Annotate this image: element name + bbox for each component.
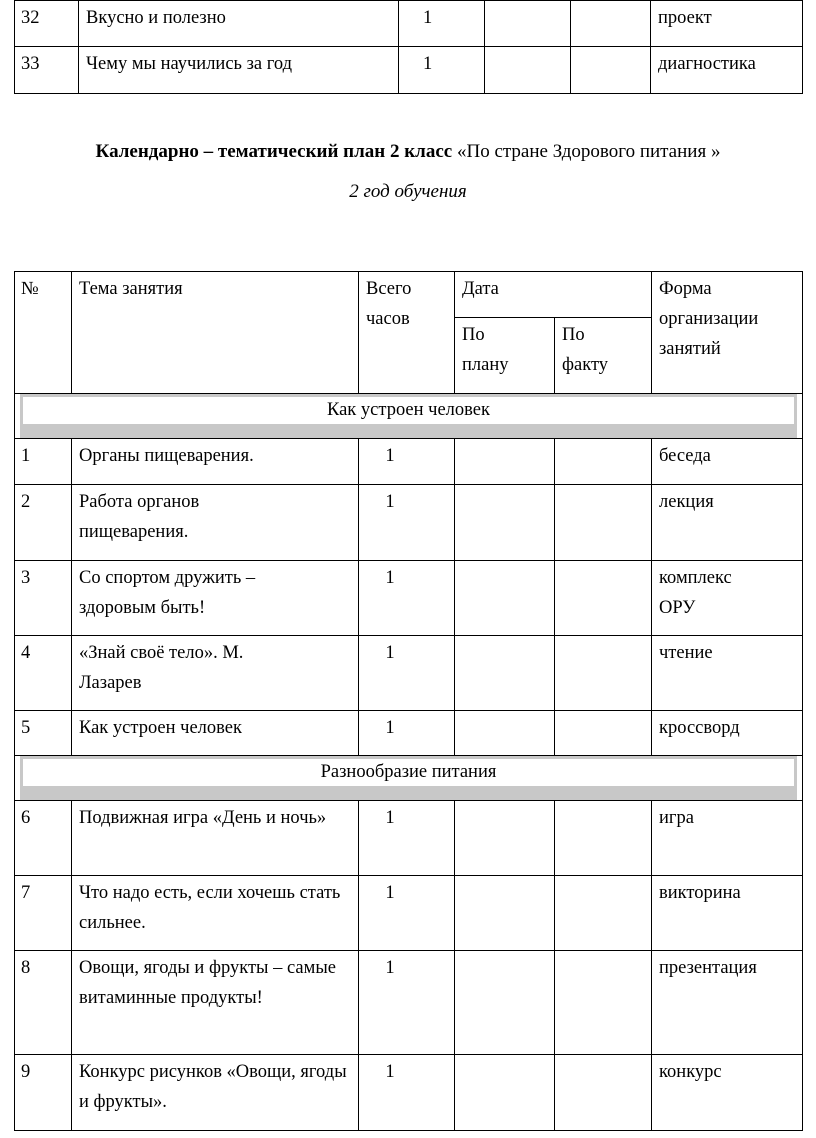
- row-topic: Органы пищеварения.: [72, 439, 359, 485]
- row-form: комплекс ОРУ: [652, 561, 803, 636]
- row-topic: Вкусно и полезно: [79, 1, 399, 47]
- section-title: Разнообразие питания: [23, 759, 794, 786]
- row-date-fact: [555, 801, 652, 876]
- row-topic: Что надо есть, если хочешь стать сильнее.: [72, 876, 359, 951]
- row-topic: «Знай своё тело». М. Лазарев: [72, 636, 359, 711]
- row-date-fact: [555, 711, 652, 756]
- table-row: [15, 876, 803, 951]
- header-fact: По факту: [555, 318, 652, 394]
- row-number: 3: [15, 561, 72, 636]
- row-date-fact: [571, 47, 651, 94]
- table-row: [15, 485, 803, 561]
- row-form: беседа: [652, 439, 803, 485]
- row-hours: 1: [359, 561, 455, 636]
- row-hours: 1: [359, 711, 455, 756]
- table-row: [15, 47, 803, 94]
- row-number: 2: [15, 485, 72, 561]
- row-number: 8: [15, 951, 72, 1055]
- section-title: Как устроен человек: [23, 397, 794, 424]
- previous-table: [14, 0, 803, 94]
- row-topic: Со спортом дружить – здоровым быть!: [72, 561, 359, 636]
- row-hours: 1: [359, 485, 455, 561]
- plan-table: [14, 271, 803, 1131]
- row-date-plan: [455, 485, 555, 561]
- header-date: Дата: [455, 272, 652, 318]
- table-row: [15, 801, 803, 876]
- row-hours: 1: [359, 439, 455, 485]
- title-normal: «По стране Здорового питания »: [452, 141, 721, 162]
- row-form: чтение: [652, 636, 803, 711]
- row-topic: Подвижная игра «День и ночь»: [72, 801, 359, 876]
- row-hours: 1: [359, 1055, 455, 1131]
- header-form: Форма организации занятий: [652, 272, 803, 394]
- row-number: 4: [15, 636, 72, 711]
- row-date-fact: [555, 876, 652, 951]
- table-row: [15, 439, 803, 485]
- row-hours: 1: [359, 951, 455, 1055]
- row-form: конкурс: [652, 1055, 803, 1131]
- row-date-fact: [555, 951, 652, 1055]
- document-subtitle: 2 год обучения: [349, 181, 467, 202]
- row-form: презентация: [652, 951, 803, 1055]
- row-topic: Как устроен человек: [72, 711, 359, 756]
- document-title: [0, 141, 816, 163]
- header-hours: Всего часов: [359, 272, 455, 394]
- header-plan: По плану: [455, 318, 555, 394]
- row-date-plan: [485, 47, 571, 94]
- row-number: 32: [15, 1, 79, 47]
- section-row: [15, 756, 803, 801]
- row-form: лекция: [652, 485, 803, 561]
- row-hours: 1: [399, 47, 485, 94]
- row-date-plan: [455, 951, 555, 1055]
- row-date-fact: [555, 636, 652, 711]
- row-date-plan: [455, 636, 555, 711]
- table-row: [15, 636, 803, 711]
- row-form: викторина: [652, 876, 803, 951]
- row-topic: Конкурс рисунков «Овощи, ягоды и фрукты».: [72, 1055, 359, 1131]
- section-row: [15, 394, 803, 439]
- row-topic: Овощи, ягоды и фрукты – самые витаминные продукты!: [72, 951, 359, 1055]
- row-number: 5: [15, 711, 72, 756]
- row-form: кроссворд: [652, 711, 803, 756]
- row-date-plan: [455, 561, 555, 636]
- row-date-fact: [555, 485, 652, 561]
- title-bold: Календарно – тематический план 2 класс: [95, 141, 453, 162]
- row-hours: 1: [359, 636, 455, 711]
- table-row: [15, 711, 803, 756]
- row-date-plan: [455, 711, 555, 756]
- row-date-plan: [485, 1, 571, 47]
- table-row: [15, 1055, 803, 1131]
- row-date-plan: [455, 1055, 555, 1131]
- table-row: [15, 561, 803, 636]
- row-number: 6: [15, 801, 72, 876]
- row-date-fact: [555, 439, 652, 485]
- header-num: №: [15, 272, 72, 394]
- row-hours: 1: [399, 1, 485, 47]
- row-hours: 1: [359, 876, 455, 951]
- row-date-fact: [555, 561, 652, 636]
- row-number: 1: [15, 439, 72, 485]
- row-topic: Чему мы научились за год: [79, 47, 399, 94]
- row-topic: Работа органов пищеварения.: [72, 485, 359, 561]
- table-row: [15, 1, 803, 47]
- row-form: проект: [651, 1, 803, 47]
- row-form: игра: [652, 801, 803, 876]
- row-form: диагностика: [651, 47, 803, 94]
- row-date-plan: [455, 876, 555, 951]
- row-number: 33: [15, 47, 79, 94]
- row-number: 7: [15, 876, 72, 951]
- row-date-fact: [555, 1055, 652, 1131]
- row-hours: 1: [359, 801, 455, 876]
- row-date-plan: [455, 439, 555, 485]
- row-date-plan: [455, 801, 555, 876]
- row-date-fact: [571, 1, 651, 47]
- row-number: 9: [15, 1055, 72, 1131]
- table-row: [15, 951, 803, 1055]
- header-topic: Тема занятия: [72, 272, 359, 394]
- header-row: [15, 272, 803, 318]
